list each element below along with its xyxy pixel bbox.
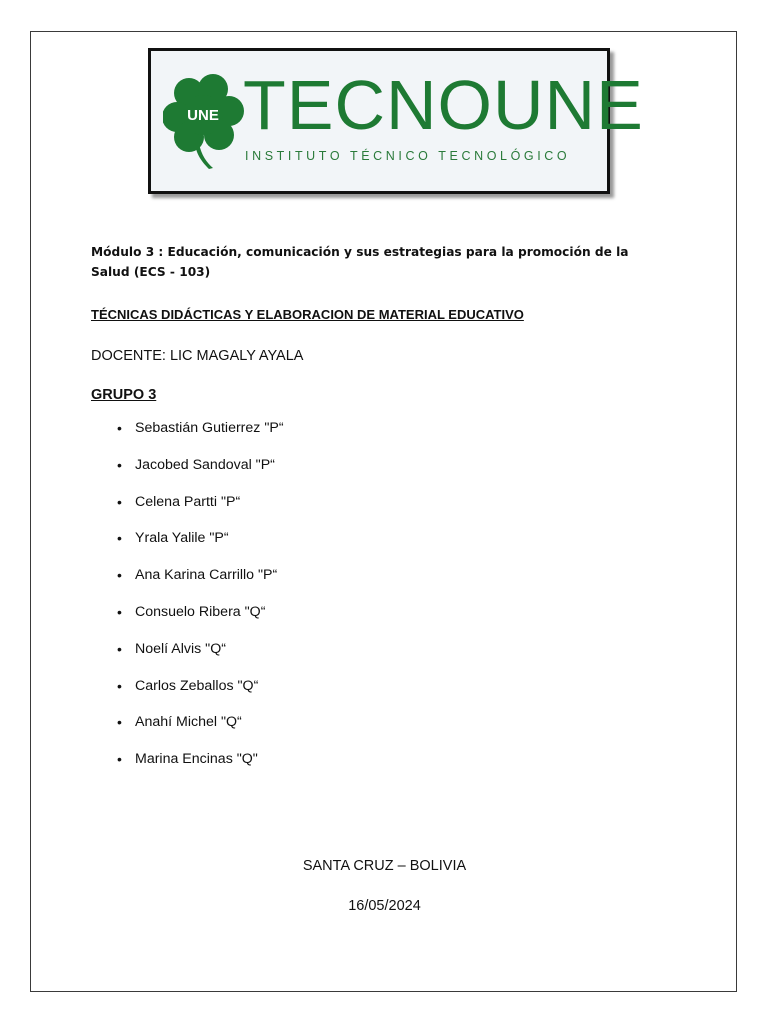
logo-subtitle: INSTITUTO TÉCNICO TECNOLÓGICO xyxy=(245,149,571,163)
document-page xyxy=(30,31,737,992)
member-name: Marina Encinas "Q" xyxy=(135,751,258,768)
group-heading: GRUPO 3 xyxy=(91,387,157,403)
date-line: 16/05/2024 xyxy=(348,898,421,914)
member-name: Consuelo Ribera "Q“ xyxy=(135,603,266,620)
clover-logo-icon xyxy=(163,73,247,169)
bullet-icon: • xyxy=(117,530,122,547)
member-name: Noelí Alvis "Q“ xyxy=(135,640,226,657)
bullet-icon: • xyxy=(117,493,122,510)
member-name: Yrala Yalile "P“ xyxy=(135,530,229,547)
bullet-icon: • xyxy=(117,420,122,436)
logo-title: TECNOUNE xyxy=(243,66,644,144)
bullet-icon: • xyxy=(117,677,122,694)
members-list xyxy=(117,418,284,786)
bullet-icon: • xyxy=(117,714,122,731)
module-title-line2: Salud (ECS - 103) xyxy=(91,265,211,279)
member-name: Anahí Michel "Q“ xyxy=(135,714,242,731)
institute-logo xyxy=(148,48,644,194)
bullet-icon: • xyxy=(117,456,122,473)
document-body xyxy=(91,242,651,768)
section-heading: TÉCNICAS DIDÁCTICAS Y ELABORACION DE MATERIAL EDUCATIVO xyxy=(91,307,524,322)
bullet-icon: • xyxy=(117,603,122,620)
module-title-line1: Módulo 3 : Educación, comunicación y sus estrategias para la promoción de la xyxy=(91,245,629,259)
member-name: Ana Karina Carrillo "P“ xyxy=(135,567,278,584)
list-item xyxy=(117,712,284,749)
list-item xyxy=(117,749,284,786)
list-item xyxy=(117,492,284,529)
list-item xyxy=(117,418,284,455)
logo-badge-text: UNE xyxy=(187,107,219,124)
list-item xyxy=(117,676,284,713)
list-item xyxy=(117,528,284,565)
member-name: Carlos Zeballos "Q“ xyxy=(135,677,259,694)
list-item xyxy=(117,565,284,602)
member-name: Sebastián Gutierrez "P“ xyxy=(135,420,284,436)
bullet-icon: • xyxy=(117,751,122,768)
bullet-icon: • xyxy=(117,640,122,657)
member-name: Celena Partti "P“ xyxy=(135,493,241,510)
list-item xyxy=(117,455,284,492)
docente-line: DOCENTE: LIC MAGALY AYALA xyxy=(91,348,304,364)
location-line: SANTA CRUZ – BOLIVIA xyxy=(302,858,467,874)
list-item xyxy=(117,639,284,676)
bullet-icon: • xyxy=(117,567,122,584)
list-item xyxy=(117,602,284,639)
member-name: Jacobed Sandoval "P“ xyxy=(135,456,275,473)
